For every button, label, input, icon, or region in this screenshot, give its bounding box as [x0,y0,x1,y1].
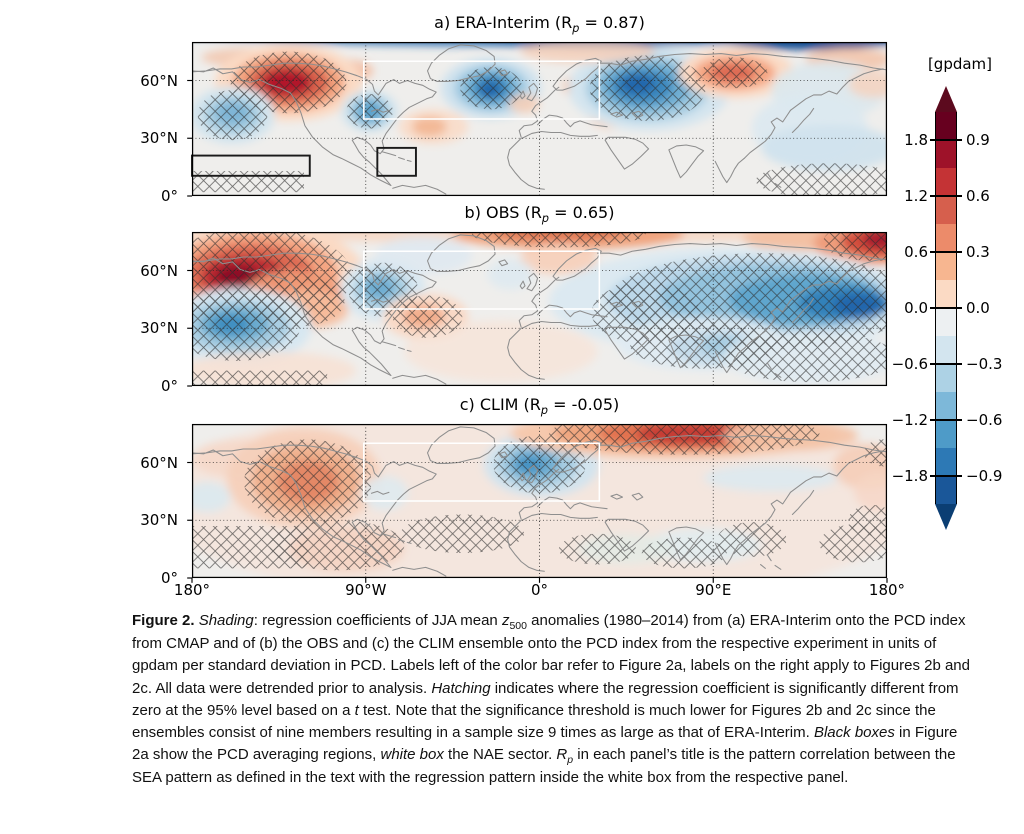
colorbar-label-right: −0.3 [966,355,1003,373]
text-run: a) ERA-Interim (R [434,13,573,32]
text-run: p [541,212,550,226]
x-tick-label: 90°E [695,581,732,599]
text-run: = -0.05) [548,395,620,414]
text-run: test. Note that the significance threshold is much lower for Figures 2b and 2c since the ensembles consist of nine members resulting in a sample size 9 times as large as that of ERA-Interim. [132,701,936,742]
colorbar-segment [936,168,956,197]
panel-b-title [192,203,887,226]
colorbar-tick [930,475,962,477]
x-tick-label: 0° [530,581,549,599]
colorbar-label-right: 0.9 [966,131,990,149]
text-run: b) OBS (R [464,203,542,222]
text-run: anomalies (1980–2014) from (a) ERA-Interim onto the PCD index from CMAP and of (b) the OBS and (c) the CLIM ensemble onto the PCD index from the respective experiment in units of gpdam per standard deviation in PCD. Labels left of the color bar refer to Figure 2a, labels on the right apply to Figures 2b and 2c. All data were detrended prior to analysis. [132,612,970,697]
colorbar-label-left: 0.6 [904,243,928,261]
x-tick-label: 90°W [345,581,387,599]
text-run: = 0.87) [579,13,645,32]
text-run: Black boxes [813,724,895,742]
y-tick-label: 60°N [140,261,178,280]
map-svg-a [192,42,887,196]
colorbar-tick [930,307,962,309]
colorbar-segment [936,140,956,169]
colorbar-segment [936,224,956,253]
text-run: R [556,746,568,764]
x-tick-label: 180° [173,581,211,599]
y-tick-label: 0° [160,569,178,587]
text-run: p [540,404,549,418]
y-tick-label: 60°N [140,453,178,472]
colorbar-units-label: [gpdam] [927,55,993,73]
text-run: : regression coefficients of JJA mean [253,612,502,629]
panel-a-map [192,42,887,196]
text-run: z [501,612,510,629]
text-run: Hatching [431,679,491,697]
text-run: 500 [509,619,527,632]
panel-c-y-axis-labels [126,424,186,587]
x-axis-labels [173,581,906,603]
colorbar-label-left: −1.2 [891,411,928,429]
colorbar-label-left: −0.6 [891,355,928,373]
colorbar-segment [936,196,956,225]
colorbar [890,55,1024,555]
colorbar-segment [936,448,956,477]
panel-a-title [192,13,887,36]
colorbar-segment [936,252,956,281]
colorbar-label-left: 1.2 [904,187,928,205]
colorbar-tick [930,139,962,141]
y-tick-label: 0° [160,187,178,205]
panel-c-title [192,395,887,418]
colorbar-segment [936,420,956,449]
colorbar-tick [930,419,962,421]
colorbar-label-right: 0.6 [966,187,990,205]
text-run: t [354,701,359,719]
colorbar-segment [936,308,956,337]
text-run: the NAE sector. [443,746,557,764]
panel-b-map [192,232,887,386]
colorbar-label-left: −1.8 [891,467,928,485]
colorbar-arrow-bottom [935,504,957,530]
x-tick-label: 180° [868,581,906,599]
colorbar-segment [936,280,956,309]
text-run: p [572,22,580,36]
y-tick-label: 30°N [140,319,178,338]
text-run: in each panel’s title is the pattern correlation between the SEA pattern as defined in the text with the regression pattern inside the white box from the respective panel. [132,746,956,787]
y-tick-label: 30°N [140,511,178,530]
text-run: white box [380,746,444,764]
text-run: indicates where the regression coefficient is significantly different from zero at the 95% level based on a [132,679,959,719]
colorbar-label-right: 0.0 [966,299,990,317]
text-run: Shading [198,612,254,629]
colorbar-label-left: 0.0 [904,299,928,317]
map-svg-b [192,232,887,386]
colorbar-tick [930,195,962,197]
map-svg-c [192,424,887,578]
colorbar-label-right: −0.9 [966,467,1003,485]
colorbar-tick [930,251,962,253]
colorbar-arrow-top [935,86,957,112]
colorbar-tick [930,363,962,365]
colorbar-segment [936,364,956,393]
panel-a-y-axis-labels [126,42,186,205]
colorbar-label-left: 1.8 [904,131,928,149]
text-run: in Figure 2a show the PCD averaging regions, [132,724,958,764]
colorbar-label-right: −0.6 [966,411,1003,429]
text-run: c) CLIM (R [459,395,541,414]
y-tick-label: 0° [160,377,178,395]
colorbar-segment [936,336,956,365]
colorbar-segment [936,392,956,421]
y-tick-label: 30°N [140,129,178,148]
panel-c-map [192,424,887,578]
colorbar-segment [936,112,956,141]
y-tick-label: 60°N [140,71,178,90]
text-run: Figure 2. [132,612,199,629]
panel-b-y-axis-labels [126,232,186,395]
colorbar-label-right: 0.3 [966,243,990,261]
text-run: = 0.65) [549,203,615,222]
text-run: p [567,754,574,767]
figure-caption [132,610,978,790]
colorbar-segment [936,476,956,505]
